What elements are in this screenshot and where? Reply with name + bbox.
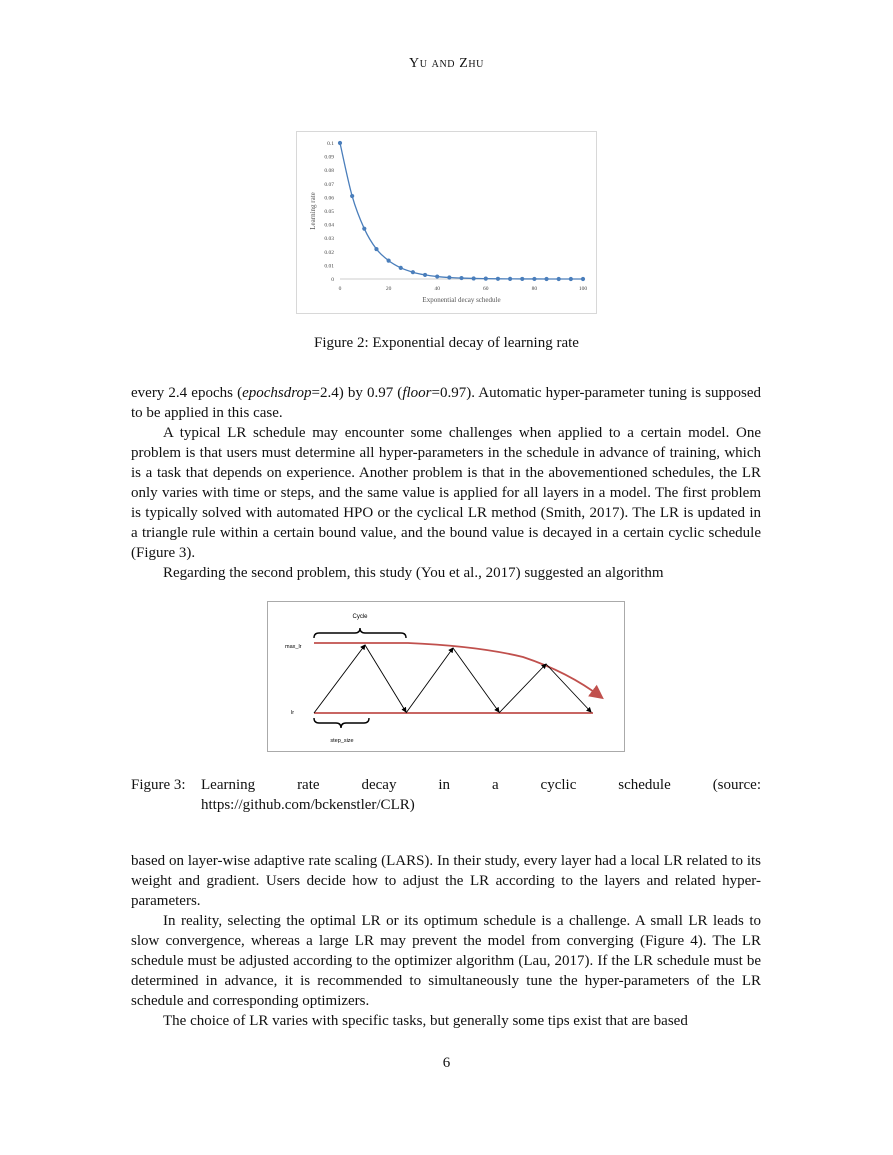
x-tick-label: 80 bbox=[531, 286, 538, 292]
x-tick-label: 40 bbox=[434, 286, 440, 292]
step-size-label: step_size bbox=[330, 738, 354, 744]
paragraph: The choice of LR varies with specific tasks, but generally some tips exist that are based bbox=[163, 1013, 688, 1029]
data-point bbox=[544, 277, 548, 281]
lr-label: lr bbox=[291, 710, 295, 716]
y-tick-label: 0 bbox=[331, 277, 334, 283]
data-point bbox=[338, 141, 342, 145]
data-point bbox=[532, 277, 536, 281]
data-point bbox=[557, 277, 561, 281]
paragraph: Regarding the second problem, this study (You et al., 2017) suggested an algorithm bbox=[163, 565, 664, 581]
figure-3-caption-label: Figure 3: bbox=[131, 777, 186, 793]
cycle-brace bbox=[314, 628, 406, 638]
cyclic-schedule-diagram bbox=[268, 602, 626, 753]
data-point bbox=[387, 259, 391, 263]
page-number: 6 bbox=[442, 1055, 451, 1071]
x-tick-label: 60 bbox=[483, 286, 489, 292]
y-tick-label: 0.02 bbox=[324, 249, 334, 256]
figure-3-caption-line1: Learning rate decay in a cyclic schedule (source: bbox=[201, 777, 761, 793]
paragraph: based on layer-wise adaptive rate scaling (LARS). In their study, every layer had a local LR related to its weight and gradient. Users decide how to adjust the LR according to the layers and related hyper-parameters. bbox=[131, 853, 761, 909]
y-tick-label: 0.1 bbox=[327, 141, 334, 147]
data-point bbox=[423, 273, 427, 277]
series-line bbox=[340, 143, 583, 279]
y-tick-label: 0.05 bbox=[324, 209, 334, 215]
data-point bbox=[350, 194, 354, 198]
data-point bbox=[569, 277, 573, 281]
max-lr-label: max_lr bbox=[285, 644, 302, 650]
y-tick-label: 0.03 bbox=[324, 236, 334, 243]
data-point bbox=[496, 277, 500, 281]
data-point bbox=[472, 276, 476, 280]
data-point bbox=[459, 276, 463, 280]
paragraph: A typical LR schedule may encounter some challenges when applied to a certain model. One problem is that users must determine all hyper-parameters in the schedule in advance of training, which is a task that depends on experience. Another problem is that in the abovementioned schedules, the LR only varies with time or steps, and the same value is applied for all layers in a model. The first problem is typically solved with automated HPO or the cyclical LR method (Smith, 2017). The LR is updated in a triangle rule within a certain bound value, and the bound value is decayed in a certain cyclic schedule (Figure 3). bbox=[131, 425, 761, 561]
running-header: Yu and Zhu bbox=[409, 56, 484, 71]
cycle-label: Cycle bbox=[352, 614, 368, 620]
body-text-bottom bbox=[131, 851, 761, 1031]
data-point bbox=[362, 227, 366, 231]
step-size-brace bbox=[314, 718, 369, 728]
data-point bbox=[374, 247, 378, 251]
data-point bbox=[484, 277, 488, 281]
figure-2-caption: Figure 2: Exponential decay of learning rate bbox=[314, 335, 579, 351]
x-axis-title: Exponential decay schedule bbox=[422, 296, 501, 304]
figure-3-diagram bbox=[267, 601, 625, 752]
x-tick-label: 0 bbox=[338, 286, 342, 292]
triangle-wave bbox=[314, 645, 591, 713]
y-tick-label: 0.04 bbox=[324, 222, 334, 229]
paragraph: In reality, selecting the optimal LR or its optimum schedule is a challenge. A small LR leads to slow convergence, whereas a large LR may prevent the model from converging (Figure 4). The LR schedule must be adjusted according to the optimizer algorithm (Lau, 2017). If the LR schedule must be determined in advance, it is recommended to simultaneously tune the hyper-parameters of the LR schedule and corresponding optimizers. bbox=[131, 913, 761, 1009]
data-point bbox=[447, 275, 451, 279]
y-tick-label: 0.01 bbox=[324, 263, 334, 270]
data-point bbox=[399, 266, 403, 270]
data-point bbox=[520, 277, 524, 281]
upper-bound-curve bbox=[314, 643, 601, 697]
data-point bbox=[508, 277, 512, 281]
y-tick-label: 0.08 bbox=[324, 168, 334, 175]
y-tick-label: 0.06 bbox=[324, 195, 334, 202]
data-point bbox=[435, 274, 439, 278]
y-axis-title: Learning rate bbox=[309, 192, 317, 230]
figure-3-caption-link[interactable]: https://github.com/bckenstler/CLR) bbox=[201, 797, 415, 813]
figure-2-chart bbox=[296, 131, 597, 314]
y-tick-label: 0.07 bbox=[324, 181, 334, 188]
data-point bbox=[581, 277, 585, 281]
body-text-top bbox=[131, 383, 761, 583]
exponential-decay-chart bbox=[297, 132, 598, 315]
paragraph: every 2.4 epochs (epochsdrop=2.4) by 0.97 (floor=0.97). Automatic hyper-parameter tuning is supposed to be applied in this case. bbox=[131, 385, 762, 421]
data-point bbox=[411, 270, 415, 274]
y-tick-label: 0.09 bbox=[324, 154, 334, 161]
x-tick-label: 100 bbox=[578, 286, 588, 292]
x-tick-label: 20 bbox=[385, 286, 392, 292]
